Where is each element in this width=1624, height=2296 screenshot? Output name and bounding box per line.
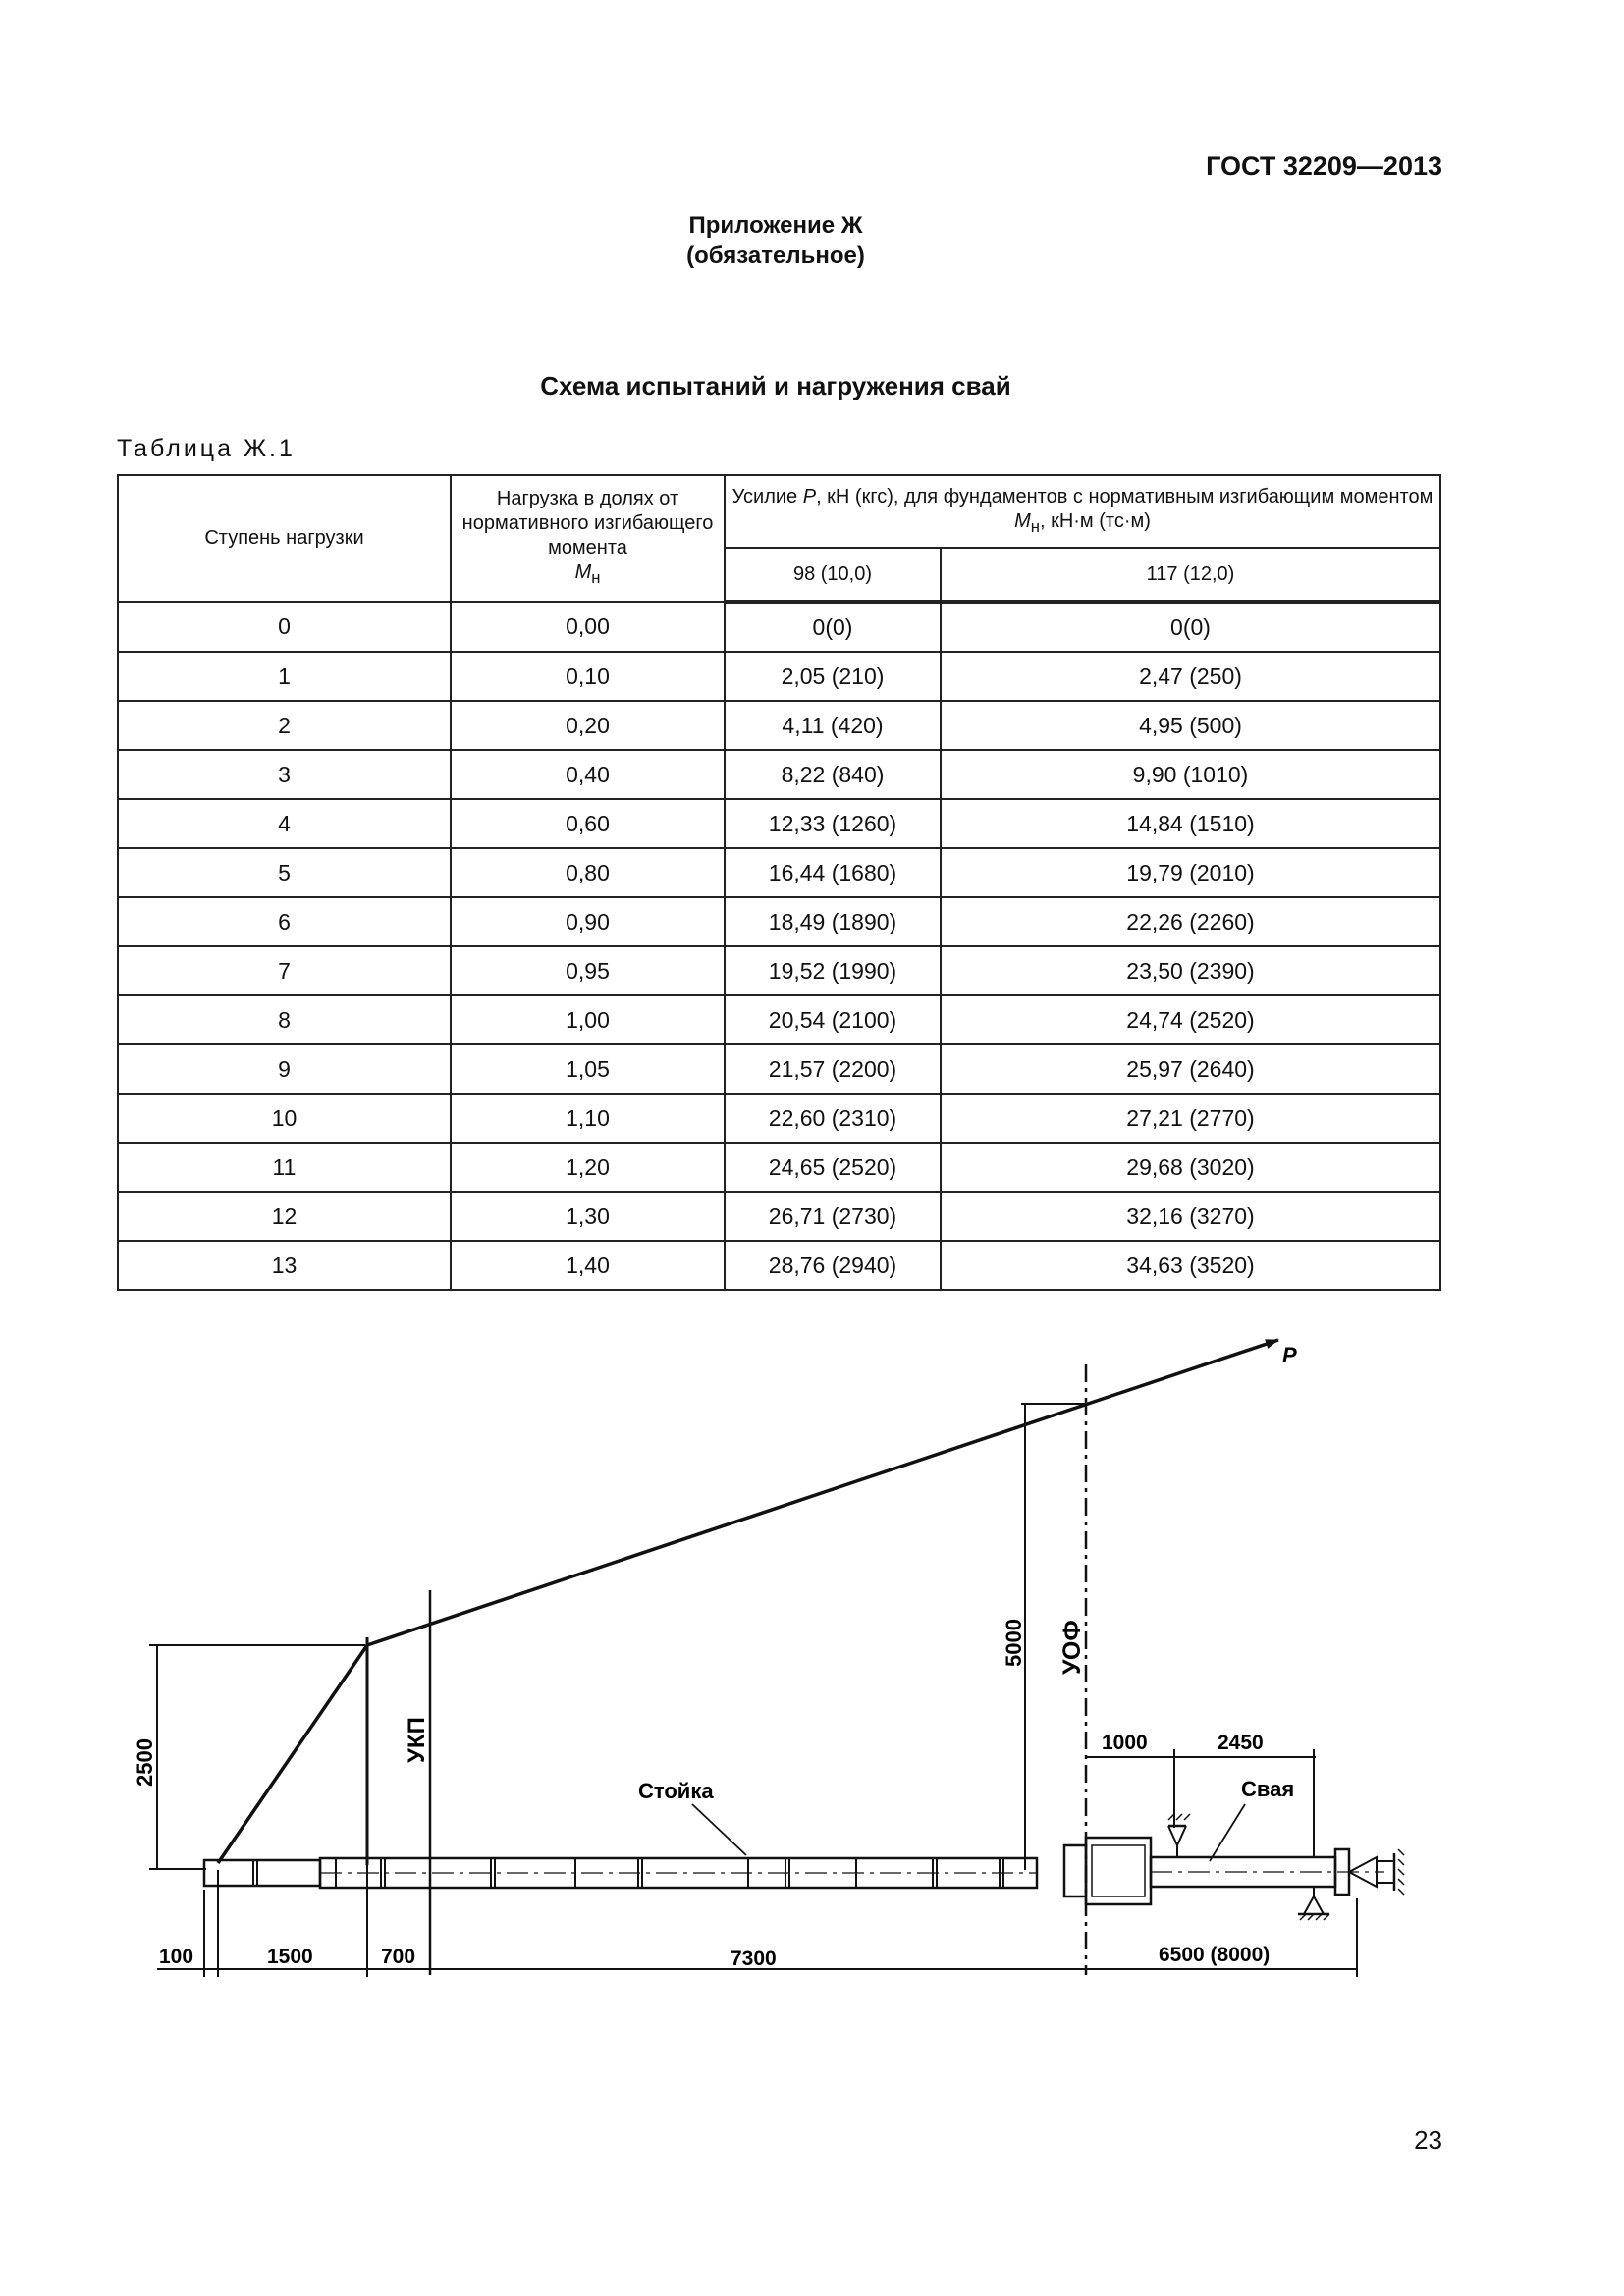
table-row — [118, 897, 1440, 946]
table-row — [118, 1094, 1440, 1143]
cell-force-98: 20,54 (2100) — [725, 995, 941, 1044]
dim-7300: 7300 — [731, 1948, 777, 1970]
cell-stage: 1 — [118, 652, 451, 701]
cell-force-117: 9,90 (1010) — [941, 750, 1440, 799]
cell-force-98: 16,44 (1680) — [725, 848, 941, 897]
cell-fraction: 0,95 — [451, 946, 725, 995]
table-row — [118, 995, 1440, 1044]
cell-force-98: 18,49 (1890) — [725, 897, 941, 946]
svaya-leader — [1210, 1804, 1245, 1861]
cell-stage: 12 — [118, 1192, 451, 1241]
section-title: Схема испытаний и нагружения свай — [540, 371, 1011, 400]
dim-1000: 1000 — [1102, 1732, 1148, 1754]
cell-force-98: 26,71 (2730) — [725, 1192, 941, 1241]
page-number: 23 — [1414, 2125, 1442, 2155]
cell-force-98: 4,11 (420) — [725, 701, 941, 750]
table-row — [118, 848, 1440, 897]
cell-fraction: 0,20 — [451, 701, 725, 750]
table-row — [118, 652, 1440, 701]
cell-force-98: 0(0) — [725, 602, 941, 652]
header-fraction-symbol: M — [574, 561, 592, 583]
cell-force-98: 22,60 (2310) — [725, 1094, 941, 1143]
cell-fraction: 0,90 — [451, 897, 725, 946]
cell-force-117: 24,74 (2520) — [941, 995, 1440, 1044]
cell-force-117: 14,84 (1510) — [941, 799, 1440, 848]
header-force-moment: M — [1014, 509, 1031, 532]
upper-support — [1168, 1814, 1190, 1857]
table-row — [118, 799, 1440, 848]
appendix-title: Приложение Ж — [688, 212, 863, 239]
load-label-p: P — [1282, 1343, 1297, 1367]
test-scheme-diagram — [0, 1306, 1624, 2071]
cell-fraction: 0,10 — [451, 652, 725, 701]
header-sub-a: 98 (10,0) — [725, 548, 941, 602]
cell-force-117: 0(0) — [941, 602, 1440, 652]
header-fraction-text: Нагрузка в долях от нормативного изгибающего момента — [461, 488, 714, 559]
cell-stage: 5 — [118, 848, 451, 897]
cell-stage: 9 — [118, 1044, 451, 1094]
cell-force-98: 2,05 (210) — [725, 652, 941, 701]
stoika-leader — [692, 1804, 746, 1855]
header-force-symbol: P — [802, 485, 817, 507]
cell-force-98: 19,52 (1990) — [725, 946, 941, 995]
load-cable — [218, 1340, 1278, 1865]
dim-100: 100 — [159, 1946, 194, 1968]
cell-fraction: 1,20 — [451, 1143, 725, 1192]
cell-fraction: 0,60 — [451, 799, 725, 848]
cell-stage: 6 — [118, 897, 451, 946]
appendix-heading — [0, 210, 1551, 271]
dim-1500: 1500 — [267, 1946, 313, 1968]
header-stage: Ступень нагрузки — [118, 475, 451, 602]
dim-6500: 6500 (8000) — [1159, 1944, 1271, 1966]
dim-700: 700 — [381, 1946, 416, 1968]
table-row — [118, 750, 1440, 799]
table-row — [118, 602, 1440, 652]
cell-fraction: 0,40 — [451, 750, 725, 799]
pile — [1151, 1849, 1404, 1895]
cell-force-117: 2,47 (250) — [941, 652, 1440, 701]
header-force-moment-sub: н — [1030, 516, 1040, 536]
header-sub-b: 117 (12,0) — [941, 548, 1440, 602]
cell-fraction: 1,05 — [451, 1044, 725, 1094]
cell-stage: 7 — [118, 946, 451, 995]
gost-header: ГОСТ 32209—2013 — [1206, 151, 1442, 181]
cell-force-117: 23,50 (2390) — [941, 946, 1440, 995]
load-table — [117, 474, 1441, 1291]
cell-fraction: 1,00 — [451, 995, 725, 1044]
cell-stage: 10 — [118, 1094, 451, 1143]
cell-force-117: 34,63 (3520) — [941, 1241, 1440, 1290]
lower-support — [1298, 1887, 1329, 1920]
cell-force-98: 8,22 (840) — [725, 750, 941, 799]
header-force-pre: Усилие — [731, 485, 803, 507]
dim-2500-lines — [149, 1645, 365, 1869]
header-force-post: , кН (кгс), для фундаментов с нормативным изгибающим моментом — [816, 485, 1434, 507]
cell-force-98: 21,57 (2200) — [725, 1044, 941, 1094]
cell-force-117: 29,68 (3020) — [941, 1143, 1440, 1192]
cell-fraction: 1,30 — [451, 1192, 725, 1241]
stoika-label: Стойка — [638, 1779, 714, 1803]
cell-force-117: 32,16 (3270) — [941, 1192, 1440, 1241]
cell-stage: 2 — [118, 701, 451, 750]
cell-force-98: 12,33 (1260) — [725, 799, 941, 848]
uof-label: УОФ — [1058, 1620, 1086, 1675]
cell-force-117: 4,95 (500) — [941, 701, 1440, 750]
table-row — [118, 1192, 1440, 1241]
appendix-status: (обязательное) — [686, 242, 865, 269]
dim-2500: 2500 — [133, 1738, 157, 1787]
pile-clamp — [1064, 1838, 1151, 1904]
stand-rod — [204, 1858, 1037, 1888]
table-body — [118, 602, 1440, 1290]
cell-force-98: 24,65 (2520) — [725, 1143, 941, 1192]
cell-stage: 3 — [118, 750, 451, 799]
cell-stage: 8 — [118, 995, 451, 1044]
table-row — [118, 1241, 1440, 1290]
header-fraction — [451, 475, 725, 602]
cell-fraction: 1,10 — [451, 1094, 725, 1143]
dim-2450: 2450 — [1218, 1732, 1264, 1754]
header-force — [725, 475, 1440, 548]
cell-fraction: 0,80 — [451, 848, 725, 897]
cell-fraction: 0,00 — [451, 602, 725, 652]
cell-force-117: 19,79 (2010) — [941, 848, 1440, 897]
table-row — [118, 1143, 1440, 1192]
table-row — [118, 701, 1440, 750]
table-label: Таблица Ж.1 — [117, 435, 296, 462]
cell-force-117: 27,21 (2770) — [941, 1094, 1440, 1143]
header-fraction-sub: н — [591, 568, 601, 587]
header-force-tail: , кН·м (тс·м) — [1039, 509, 1151, 532]
cell-force-117: 25,97 (2640) — [941, 1044, 1440, 1094]
cell-stage: 11 — [118, 1143, 451, 1192]
dim-top-lines — [1086, 1749, 1316, 1857]
cell-stage: 4 — [118, 799, 451, 848]
cell-fraction: 1,40 — [451, 1241, 725, 1290]
table-row — [118, 946, 1440, 995]
cell-stage: 0 — [118, 602, 451, 652]
table-row — [118, 1044, 1440, 1094]
dim-5000: 5000 — [1001, 1619, 1026, 1667]
svaya-label: Свая — [1241, 1777, 1295, 1801]
cell-stage: 13 — [118, 1241, 451, 1290]
ukp-label: УКП — [404, 1717, 430, 1763]
cell-force-117: 22,26 (2260) — [941, 897, 1440, 946]
cell-force-98: 28,76 (2940) — [725, 1241, 941, 1290]
